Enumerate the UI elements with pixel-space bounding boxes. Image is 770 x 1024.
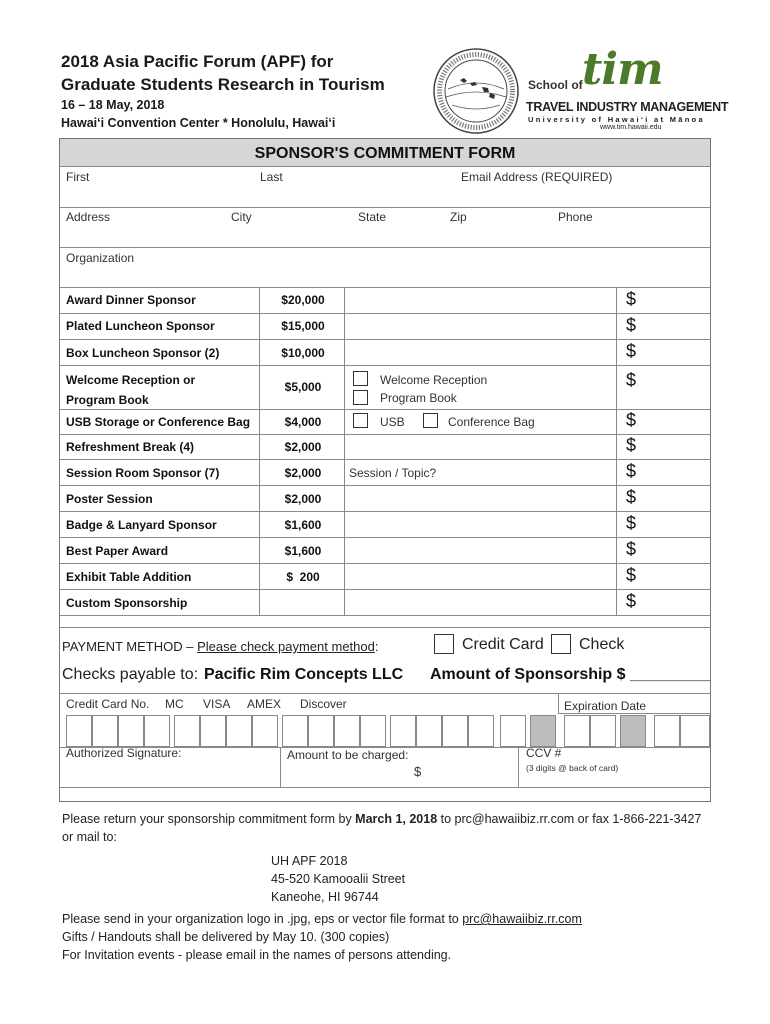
sponsorship-price: $2,000 bbox=[284, 440, 322, 454]
amount-dollar-sign[interactable]: $ bbox=[626, 370, 637, 390]
sponsor-commitment-form bbox=[59, 138, 711, 802]
card-digit-cell[interactable] bbox=[360, 715, 386, 747]
first-name-field[interactable]: First bbox=[66, 170, 90, 184]
expiration-digit-cell[interactable] bbox=[680, 715, 710, 747]
welcome-reception-checkbox[interactable] bbox=[353, 371, 368, 386]
divider bbox=[60, 287, 710, 288]
credit-card-label: Credit Card bbox=[462, 636, 544, 653]
mc-option[interactable]: MC bbox=[165, 697, 184, 711]
email-field[interactable]: Email Address (REQUIRED) bbox=[461, 170, 613, 184]
card-digit-cell[interactable] bbox=[334, 715, 360, 747]
card-digit-cell[interactable] bbox=[282, 715, 308, 747]
amount-dollar-sign[interactable]: $ bbox=[626, 341, 637, 361]
card-digit-cell[interactable] bbox=[252, 715, 278, 747]
sponsorship-name: USB Storage or Conference Bag bbox=[66, 415, 251, 429]
card-digit-cell[interactable] bbox=[500, 715, 526, 747]
table-row-line bbox=[60, 339, 710, 340]
logo-instructions-text: Please send in your organization logo in .jpg, eps or vector file format to bbox=[62, 912, 463, 926]
card-digit-cell[interactable] bbox=[468, 715, 494, 747]
amount-dollar-sign[interactable]: $ bbox=[626, 435, 637, 455]
sponsorship-name: Badge & Lanyard Sponsor bbox=[66, 518, 217, 532]
program-book-checkbox[interactable] bbox=[353, 390, 368, 405]
sponsorship-name-line-2: Program Book bbox=[66, 393, 149, 407]
expiration-digit-cell[interactable] bbox=[564, 715, 590, 747]
table-row-line bbox=[60, 589, 710, 590]
sponsorship-name: Best Paper Award bbox=[66, 544, 169, 558]
sponsorship-name: Refreshment Break (4) bbox=[66, 440, 195, 454]
amount-dollar-sign[interactable]: $ bbox=[626, 539, 637, 559]
sponsorship-price: $2,000 bbox=[284, 466, 322, 480]
card-digit-cell[interactable] bbox=[442, 715, 468, 747]
sponsorship-name: Box Luncheon Sponsor (2) bbox=[66, 346, 220, 360]
return-suffix: to prc@hawaiibiz.rr.com or fax 1-866-221-3427 bbox=[437, 812, 702, 826]
credit-card-number-label: Credit Card No. bbox=[66, 697, 150, 711]
logo-url: www.tim.hawaii.edu bbox=[600, 124, 662, 131]
divider bbox=[518, 747, 519, 787]
amount-charged-label: Amount to be charged: bbox=[287, 748, 409, 762]
sponsorship-name: Award Dinner Sponsor bbox=[66, 293, 196, 307]
usb-label: USB bbox=[380, 415, 405, 429]
table-row-line bbox=[60, 563, 710, 564]
conference-bag-label: Conference Bag bbox=[448, 415, 535, 429]
ccv-note: (3 digits @ back of card) bbox=[526, 763, 619, 773]
card-digit-cell[interactable] bbox=[416, 715, 442, 747]
card-digit-cell[interactable] bbox=[92, 715, 118, 747]
sponsorship-price: $4,000 bbox=[284, 415, 322, 429]
ccv-field[interactable]: CCV # bbox=[526, 746, 562, 760]
sponsorship-price: $10,000 bbox=[281, 346, 325, 360]
conference-bag-checkbox[interactable] bbox=[423, 413, 438, 428]
sponsorship-name: Exhibit Table Addition bbox=[66, 570, 192, 584]
table-row-line bbox=[60, 511, 710, 512]
check-checkbox[interactable] bbox=[551, 634, 571, 654]
amount-dollar-sign[interactable]: $ bbox=[626, 461, 637, 481]
amount-dollar-sign[interactable]: $ bbox=[626, 289, 637, 309]
sponsorship-price: $ 200 bbox=[286, 570, 320, 584]
sponsorship-name: Custom Sponsorship bbox=[66, 596, 188, 610]
checks-payable-label: Checks payable to: bbox=[62, 666, 199, 683]
amex-option[interactable]: AMEX bbox=[247, 697, 282, 711]
or-mail-to: or mail to: bbox=[62, 830, 117, 844]
event-dates: 16 – 18 May, 2018 bbox=[61, 98, 165, 112]
logo-department: TRAVEL INDUSTRY MANAGEMENT bbox=[526, 100, 729, 114]
return-prefix: Please return your sponsorship commitment form by bbox=[62, 812, 356, 826]
credit-card-checkbox[interactable] bbox=[434, 634, 454, 654]
divider bbox=[60, 207, 710, 208]
payment-method-label bbox=[62, 639, 378, 654]
table-row-line bbox=[60, 615, 710, 616]
logo-email-link[interactable]: prc@hawaiibiz.rr.com bbox=[462, 912, 582, 926]
amount-dollar-sign[interactable]: $ bbox=[626, 565, 637, 585]
card-digit-cell[interactable] bbox=[390, 715, 416, 747]
return-deadline: March 1, 2018 bbox=[355, 812, 438, 826]
divider bbox=[280, 747, 281, 787]
table-row-line bbox=[60, 313, 710, 314]
amount-of-sponsorship-field[interactable]: Amount of Sponsorship $ _________ bbox=[430, 666, 711, 683]
sponsorship-name bbox=[66, 370, 195, 410]
table-row-line bbox=[60, 537, 710, 538]
return-instructions bbox=[62, 810, 712, 828]
check-label: Check bbox=[579, 636, 625, 653]
phone-field[interactable]: Phone bbox=[558, 210, 593, 224]
sponsorship-price: $1,600 bbox=[284, 518, 322, 532]
zip-field[interactable]: Zip bbox=[450, 210, 467, 224]
card-digit-cell[interactable] bbox=[200, 715, 226, 747]
expiration-digit-cell[interactable] bbox=[590, 715, 616, 747]
event-title-line-2: Graduate Students Research in Tourism bbox=[61, 75, 385, 94]
logo-school-of: School of bbox=[528, 78, 583, 92]
mail-address-line-1: UH APF 2018 bbox=[271, 854, 348, 868]
divider bbox=[60, 627, 710, 628]
logo-university: University of Hawai‘i at Mānoa bbox=[528, 115, 705, 124]
divider bbox=[60, 787, 710, 788]
expiration-separator-cell bbox=[620, 715, 646, 747]
card-digit-cell[interactable] bbox=[118, 715, 144, 747]
sponsorship-price: $15,000 bbox=[281, 319, 325, 333]
city-field[interactable]: City bbox=[231, 210, 252, 224]
amount-charged-field[interactable]: $ bbox=[414, 764, 422, 779]
discover-option[interactable]: Discover bbox=[300, 697, 347, 711]
last-name-field[interactable]: Last bbox=[260, 170, 283, 184]
card-digit-cell[interactable] bbox=[174, 715, 200, 747]
address-field[interactable]: Address bbox=[66, 210, 111, 224]
expiration-digit-cell[interactable] bbox=[654, 715, 680, 747]
usb-checkbox[interactable] bbox=[353, 413, 368, 428]
table-row-line bbox=[60, 459, 710, 460]
mail-address-line-3: Kaneohe, HI 96744 bbox=[271, 890, 379, 904]
payee-name: Pacific Rim Concepts LLC bbox=[204, 666, 404, 683]
event-venue: Hawai‘i Convention Center * Honolulu, Hawai‘i bbox=[61, 116, 336, 130]
logo-tim-wordmark: tim bbox=[582, 44, 663, 95]
card-digit-cell[interactable] bbox=[66, 715, 92, 747]
payment-method-suffix: : bbox=[374, 639, 379, 654]
form-title: SPONSOR'S COMMITMENT FORM bbox=[60, 139, 710, 167]
table-row-line bbox=[60, 434, 710, 435]
card-digit-cell[interactable] bbox=[226, 715, 252, 747]
session-topic-field[interactable]: Session / Topic? bbox=[349, 466, 437, 480]
divider bbox=[60, 247, 710, 248]
sponsorship-price: $20,000 bbox=[281, 293, 325, 307]
table-row-line bbox=[60, 365, 710, 366]
visa-option[interactable]: VISA bbox=[203, 697, 231, 711]
payment-method-instruction: Please check payment method bbox=[197, 639, 375, 654]
invitation-note: For Invitation events - please email in the names of persons attending. bbox=[62, 948, 452, 962]
card-separator-cell bbox=[530, 715, 556, 747]
state-field[interactable]: State bbox=[358, 210, 387, 224]
payment-method-prefix: PAYMENT METHOD – bbox=[62, 639, 198, 654]
amount-dollar-sign[interactable]: $ bbox=[626, 487, 637, 507]
sponsorship-name-line-1: Welcome Reception or bbox=[66, 373, 196, 387]
event-title-line-1: 2018 Asia Pacific Forum (APF) for bbox=[61, 52, 334, 71]
card-digit-cell[interactable] bbox=[144, 715, 170, 747]
amount-dollar-sign[interactable]: $ bbox=[626, 591, 637, 611]
expiration-date-label: Expiration Date bbox=[564, 699, 647, 713]
welcome-reception-label: Welcome Reception bbox=[380, 373, 488, 387]
program-book-label: Program Book bbox=[380, 391, 457, 405]
table-column-line bbox=[616, 287, 617, 615]
organization-field[interactable]: Organization bbox=[66, 251, 135, 265]
tim-school-logo bbox=[524, 44, 729, 131]
sponsorship-name: Poster Session bbox=[66, 492, 153, 506]
authorized-signature-field[interactable]: Authorized Signature: bbox=[66, 746, 182, 760]
sponsorship-price: $5,000 bbox=[284, 380, 322, 394]
gifts-note: Gifts / Handouts shall be delivered by May 10. (300 copies) bbox=[62, 930, 390, 944]
hawaii-seal-logo bbox=[432, 47, 520, 135]
mail-address-line-2: 45-520 Kamooalii Street bbox=[271, 872, 406, 886]
amount-dollar-sign[interactable]: $ bbox=[626, 315, 637, 335]
sponsorship-price: $1,600 bbox=[284, 544, 322, 558]
amount-dollar-sign[interactable]: $ bbox=[626, 410, 637, 430]
sponsorship-name: Plated Luncheon Sponsor bbox=[66, 319, 215, 333]
logo-instructions bbox=[62, 910, 582, 928]
sponsorship-name: Session Room Sponsor (7) bbox=[66, 466, 220, 480]
event-title bbox=[61, 50, 385, 96]
table-row-line bbox=[60, 485, 710, 486]
sponsorship-price: $2,000 bbox=[284, 492, 322, 506]
card-digit-cell[interactable] bbox=[308, 715, 334, 747]
amount-dollar-sign[interactable]: $ bbox=[626, 513, 637, 533]
